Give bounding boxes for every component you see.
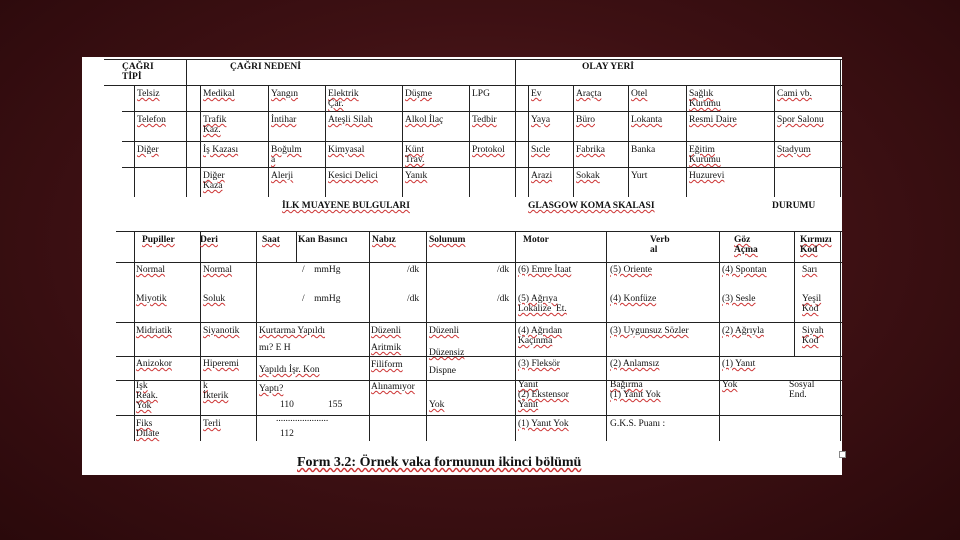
cell-yok-goz: Yok	[722, 380, 738, 390]
header-saat: Saat	[262, 235, 280, 245]
cell-egitim-kurumu: Eğitim Kurumu	[689, 145, 721, 165]
cell-motor-6: (6) Emre İtaat	[518, 265, 572, 275]
cell-dk-1: /dk	[407, 265, 420, 275]
cell-fiks-dilate: Fiks Dilate	[136, 419, 160, 439]
cell-huzurevi: Huzurevi	[689, 171, 725, 181]
cell-filiform: Filiform	[371, 360, 403, 370]
header-cagri-tipi: ÇAĞRI TİPİ	[122, 62, 154, 82]
header-cagri-nedeni: ÇAĞRI NEDENİ	[230, 62, 301, 72]
cell-motor-2: Yanıt (2) Ekstensor Yanıt	[518, 380, 569, 410]
cell-mmhg-2: / mmHg	[302, 294, 341, 304]
cell-buro: Büro	[576, 115, 595, 125]
cell-normal-pupil: Normal	[136, 265, 166, 275]
cell-midriatik: Midriatik	[136, 326, 172, 336]
cell-duzenli-nabiz: Düzenli	[371, 326, 402, 336]
cell-diger: Diğer	[137, 145, 159, 155]
cell-motor-3: (3) Fleksör	[518, 359, 560, 369]
scanned-form-image	[82, 57, 842, 475]
cell-isik-reak-yok: Işk Reak. Yok	[136, 381, 158, 411]
cell-tedbir: Tedbir	[472, 115, 497, 125]
cell-alinamayan: Alınamıyor	[371, 382, 415, 392]
cell-dots: ......................	[276, 414, 329, 424]
cell-diger-kaza: Diğer Kaza	[203, 171, 225, 191]
cell-intihar: İntihar	[271, 115, 297, 125]
cell-terli: Terli	[203, 419, 221, 429]
cell-sosyal-end: Sosyal End.	[789, 380, 815, 400]
cell-verbal-bagirma: Bağırma (1) Yanıt Yok	[610, 380, 661, 400]
cell-medikal: Medikal	[203, 89, 235, 99]
cell-yangin: Yangın	[271, 89, 299, 99]
cell-goz-1: (1) Yanıt	[722, 359, 756, 369]
cell-fabrika: Fabrika	[576, 145, 606, 155]
cell-yapti: Yaptı?	[259, 384, 284, 394]
cell-duzensiz: Düzensiz	[429, 348, 465, 358]
cell-sokak: Sokak	[576, 171, 600, 181]
cell-anizokor: Anizokor	[136, 359, 172, 369]
header-olay-yeri: OLAY YERİ	[582, 62, 634, 72]
cell-yaya: Yaya	[531, 115, 551, 125]
cell-telsiz: Telsiz	[137, 89, 160, 99]
cell-dk-2: /dk	[497, 265, 510, 275]
cell-hiperemi: Hiperemi	[203, 359, 239, 369]
cell-resmi-daire: Resmi Daire	[689, 115, 737, 125]
form-caption: Form 3.2: Örnek vaka formunun ikinci bölümü	[297, 455, 582, 470]
header-solunum: Solunum	[429, 235, 466, 245]
durumu-title: DURUMU	[772, 201, 816, 211]
cell-verbal-5: (5) Oriente	[610, 265, 652, 275]
cell-dk-3: /dk	[407, 294, 420, 304]
glasgow-title: GLASGOW KOMA SKALASI	[528, 201, 655, 211]
cell-is-kazasi: İş Kazası	[203, 145, 239, 155]
header-nabiz: Nabız	[372, 235, 396, 245]
cell-mi-eh: mı? E H	[259, 343, 291, 353]
cell-kunt-trav: Künt Trav.	[405, 145, 425, 165]
cell-atesli-silah: Ateşli Silah	[328, 115, 373, 125]
cell-stadyum: Stadyum	[777, 145, 811, 155]
header-kirmizi-kod: Kırmızı Kod	[800, 235, 832, 255]
header-deri: Deri	[200, 235, 218, 245]
cell-yesil-kod: Yeşil Kod	[802, 294, 822, 314]
cell-miyotik: Miyotik	[136, 294, 167, 304]
cell-gks-puani: G.K.S. Puanı :	[610, 419, 666, 429]
cell-kurtarma: Kurtarma Yapıldı	[259, 326, 325, 336]
cell-goz-4: (4) Spontan	[722, 265, 767, 275]
header-kan-basinci: Kan Basıncı	[298, 235, 348, 245]
cell-yurt: Yurt	[631, 171, 648, 181]
cell-duzenli-solunum: Düzenli	[429, 326, 460, 336]
cell-cami: Cami vb.	[777, 89, 812, 99]
header-pupiller: Pupiller	[142, 235, 175, 245]
cell-lokanta: Lokanta	[631, 115, 663, 125]
cell-trafik-kaz: Trafik Kaz.	[203, 115, 227, 135]
cell-banka: Banka	[631, 145, 656, 155]
cell-yapildi-isr: Yapıldı İşr. Kon	[259, 365, 320, 375]
cell-ikterik: k İkterik	[203, 381, 229, 401]
cell-telefon: Telefon	[137, 115, 166, 125]
cell-value-110: 110	[280, 400, 294, 410]
cell-verbal-3: (3) Uygunsuz Sözler	[610, 326, 689, 336]
cell-dk-4: /dk	[497, 294, 510, 304]
cell-elektrik: Elektrik Çar.	[328, 89, 359, 109]
cell-lpg: LPG	[472, 89, 490, 99]
cell-bogulma: Boğulm a	[271, 145, 302, 165]
cell-ev: Ev	[531, 89, 542, 99]
cell-yanik: Yanık	[405, 171, 428, 181]
cell-goz-3: (3) Sesle	[722, 294, 756, 304]
cell-verbal-2: (2) Anlamsız	[610, 359, 660, 369]
cell-alkol-ilac: Alkol İlaç	[405, 115, 444, 125]
cell-sari: Sarı	[802, 265, 818, 275]
ilk-muayene-title: İLK MUAYENE BULGULARI	[282, 201, 410, 211]
cell-soluk: Soluk	[203, 294, 226, 304]
cell-goz-2: (2) Ağrıyla	[722, 326, 764, 336]
cell-siyah-kod: Siyah Kod	[802, 326, 824, 346]
header-verbal: Verb al	[650, 235, 670, 255]
header-motor: Motor	[523, 235, 549, 245]
form-sheet: ' ÇAĞRI TİPİ ÇAĞRI NEDENİ OLAY YERİ Telsiz Medikal Yangın Elektrik Çar. Düşme LPG Ev Araçta Otel Sağlık Kurumu Cami vb. Telefon Trafik Kaz. İntihar Ateşli Silah Alkol İlaç Tedbir Yaya Büro Lokanta Resmi Daire Spor Salonu Diğer İş Kazası Boğulm a Kimyasal Künt Trav. Protokol Sıcle Fabrika Banka Eğitim Kurumu Stadyum Diğer Kaza Alerji Kesici Delici Yanık Arazi Sokak Yurt Huzurevi İLK MUAYENE BULGULARI GLASGOW KOMA SKALASI DURUMU Pupiller Deri Saat Kan Basıncı Nabız Solunum Motor Verb al Göz Açma Kırmızı Kod Normal Normal / mmHg /dk /dk (6) Emre İtaat (5) Oriente (4) Spontan Sarı Miyotik Soluk / mmHg /dk /dk (5) Ağrıya Lokalize Et. (4) Konfüze (3) Sesle Yeşil Kod Midriatik Siyanotik Kurtarma Yapıldı mı? E H Düzenli Düzenli (4) Ağrıdan Kaçınma (3) Uygunsuz Sözler (2) Ağrıyla Siyah Kod Aritmik Düzensiz Anizokor Hiperemi Yapıldı İşr. Kon Filiform Dispne (3) Fleksör (2) Anlamsız (1) Yanıt Işk Reak. Yok k İkterik Yaptı? 110 155 ...................... 112 Alınamıyor Yok Yanıt (2) Ekstensor Yanıt Bağırma (1) Yanıt Yok Yok Sosyal End. Fiks Dilate Terli (1) Yanıt Yok G.K.S. Puanı : Form 3.2: Örnek vaka formunun ikinci bölümü	[82, 57, 842, 475]
cell-verbal-4: (4) Konfüze	[610, 294, 657, 304]
cell-siyanotik: Siyanotik	[203, 326, 240, 336]
cell-arazi: Arazi	[531, 171, 553, 181]
cell-saglik-kurumu: Sağlık Kurumu	[689, 89, 721, 109]
cell-value-112: 112	[280, 429, 294, 439]
cell-yok-solunum: Yok	[429, 400, 445, 410]
cell-motor-5: (5) Ağrıya Lokalize Et.	[518, 294, 567, 314]
cell-dusme: Düşme	[405, 89, 432, 99]
cell-value-155: 155	[328, 400, 343, 410]
cell-motor-4: (4) Ağrıdan Kaçınma	[518, 326, 563, 346]
cell-motor-1: (1) Yanıt Yok	[518, 419, 569, 429]
cell-kimyasal: Kimyasal	[328, 145, 365, 155]
cell-kesici-delici: Kesici Delici	[328, 171, 378, 181]
cell-mmhg-1: / mmHg	[302, 265, 341, 275]
resize-handle[interactable]	[839, 451, 846, 458]
cell-alerji: Alerji	[271, 171, 294, 181]
cell-spor-salonu: Spor Salonu	[777, 115, 824, 125]
header-goz-acma: Göz Açma	[734, 235, 758, 255]
cell-normal-deri: Normal	[203, 265, 233, 275]
cell-aritmik: Aritmik	[371, 343, 402, 353]
cell-dispne: Dispne	[429, 366, 456, 376]
cell-otel: Otel	[631, 89, 648, 99]
cell-aracta: Araçta	[576, 89, 602, 99]
cell-protokol: Protokol	[472, 145, 505, 155]
cell-sicle: Sıcle	[531, 145, 550, 155]
